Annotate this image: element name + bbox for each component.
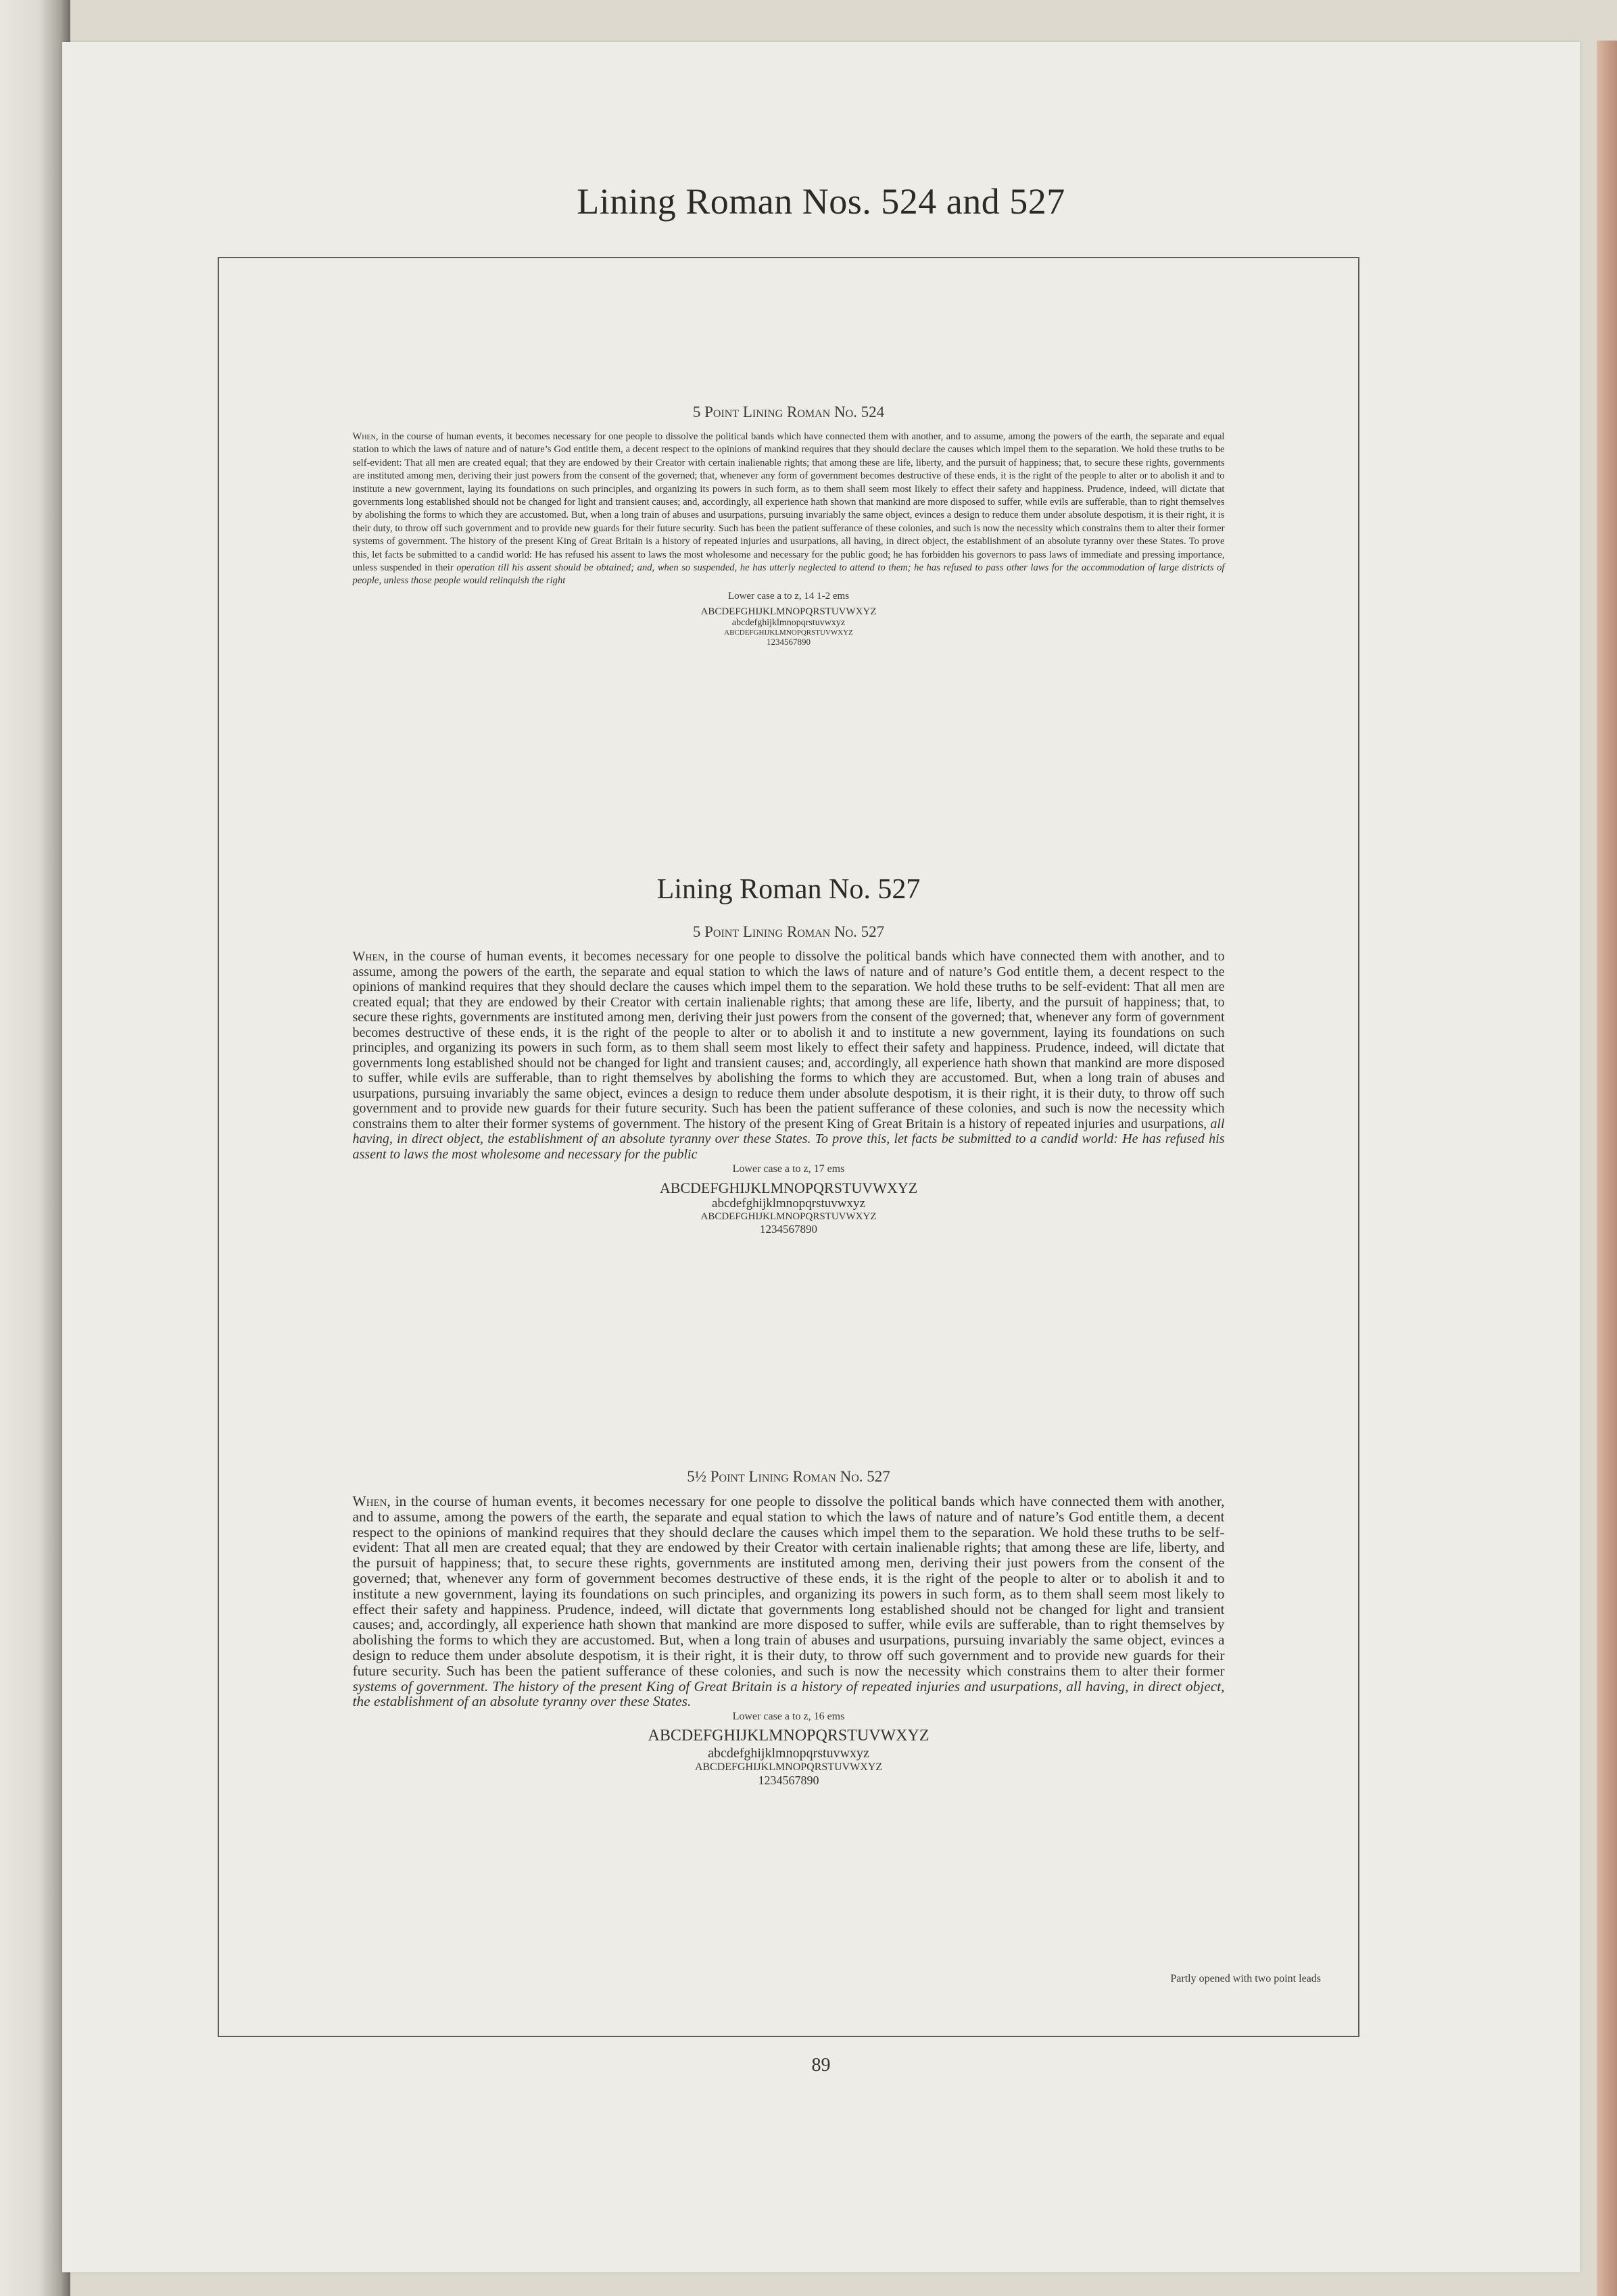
page-edge bbox=[1597, 41, 1617, 2296]
paragraph-lead: When, bbox=[352, 1493, 391, 1509]
alphabet-small-caps: ABCDEFGHIJKLMNOPQRSTUVWXYZ bbox=[700, 1211, 877, 1223]
alphabet-small-caps: ABCDEFGHIJKLMNOPQRSTUVWXYZ bbox=[694, 1761, 883, 1773]
paragraph-body: in the course of human events, it becomes necessary for one people to dissolve the political bands which have connected them with another, and to assume, among the powers of the earth, the separate and equal station to which the laws of nature and of nature’s God entitle them, a decent respect to the opinions of mankind requires that they should declare the causes which impel them to the separation. We hold these truths to be self-evident: That all men are created equal; that they are endowed by their Creator with certain inalienable rights; that among these are life, liberty, and the pursuit of happiness; that, to secure these rights, governments are instituted among men, deriving their just powers from the consent of the governed; that, whenever any form of government becomes destructive of these ends, it is the right of the people to alter or to abolish it and to institute a new government, laying its foundations on such principles, and organizing its powers in such form, as to them shall seem most likely to effect their safety and happiness. Prudence, indeed, will dictate that governments long established should not be changed for light and transient causes; and, accordingly, all experience hath shown that mankind are more disposed to suffer, while evils are sufferable, than to right themselves by abolishing the forms to which they are accustomed. But, when a long train of abuses and usurpations, pursuing invariably the same object, evinces a design to reduce them under absolute despotism, it is their right, it is their duty, to throw off such government and to provide new guards for their future security. Such has been the patient sufferance of these colonies, and such is now the necessity which constrains them to alter their former bbox=[352, 1493, 1225, 1679]
specimen-measure: Lower case a to z, 14 1-2 ems bbox=[727, 590, 850, 602]
figures: 1234567890 bbox=[760, 1223, 817, 1236]
alphabet-small-caps: ABCDEFGHIJKLMNOPQRSTUVWXYZ bbox=[724, 629, 853, 637]
alphabet-uppercase: ABCDEFGHIJKLMNOPQRSTUVWXYZ bbox=[700, 606, 877, 617]
alphabet-lowercase: abcdefghijklmnopqrstuvwxyz bbox=[712, 1196, 865, 1211]
figures: 1234567890 bbox=[758, 1774, 819, 1788]
specimen-measure: Lower case a to z, 17 ems bbox=[732, 1163, 845, 1175]
paragraph-italic: all having, in direct object, the establishment of an absolute tyranny over these States. To prove this, let facts be submitted to a candid world: He has refused his assent to laws the most wholesome and necessary for the public bbox=[352, 1116, 1225, 1162]
specimen-5-5pt-527 bbox=[219, 1468, 1358, 1788]
figures: 1234567890 bbox=[767, 636, 811, 647]
footnote: Partly opened with two point leads bbox=[1170, 1973, 1321, 1984]
specimen-heading: 5 Point Lining Roman No. 524 bbox=[692, 404, 885, 420]
specimen-5pt-524 bbox=[219, 404, 1358, 648]
paragraph-body: in the course of human events, it becomes necessary for one people to dissolve the political bands which have connected them with another, and to assume, among the powers of the earth, the separate and equal station to which the laws of nature and of nature’s God entitle them, a decent respect to the opinions of mankind requires that they should declare the causes which impel them to the separation. We hold these truths to be self-evident: That all men are created equal; that they are endowed by their Creator with certain inalienable rights; that among these are life, liberty, and the pursuit of happiness; that, to secure these rights, governments are instituted among men, deriving their just powers from the consent of the governed; that, whenever any form of government becomes destructive of these ends, it is the right of the people to alter or to abolish it and to institute a new government, laying its foundations on such principles, and organizing its powers in such form, as to them shall seem most likely to effect their safety and happiness. Prudence, indeed, will dictate that governments long established should not be changed for light and transient causes; and, accordingly, all experience hath shown that mankind are more disposed to suffer, while evils are sufferable, than to right themselves by abolishing the forms to which they are accustomed. But, when a long train of abuses and usurpations, pursuing invariably the same object, evinces a design to reduce them under absolute despotism, it is their right, it is their duty, to throw off such government and to provide new guards for their future security. Such has been the patient sufferance of these colonies, and such is now the necessity which constrains them to alter their former systems of government. The history of the present King of Great Britain is a history of repeated injuries and usurpations, all having, in direct object, the establishment of an absolute tyranny over these States. To prove this, let facts be submitted to a candid world: He has refused his assent to laws the most wholesome and necessary for the public good; he has forbidden his governors to pass laws of immediate and pressing importance, unless suspended in their bbox=[352, 431, 1225, 574]
specimen-5pt-527 bbox=[219, 873, 1358, 1236]
paragraph-body: in the course of human events, it becomes necessary for one people to dissolve the political bands which have connected them with another, and to assume, among the powers of the earth, the separate and equal station to which the laws of nature and of nature’s God entitle them, a decent respect to the opinions of mankind requires that they should declare the causes which impel them to the separation. We hold these truths to be self-evident: That all men are created equal; that they are endowed by their Creator with certain inalienable rights; that among these are life, liberty, and the pursuit of happiness; that, to secure these rights, governments are instituted among men, deriving their just powers from the consent of the governed; that, whenever any form of government becomes destructive of these ends, it is the right of the people to alter or to abolish it and to institute a new government, laying its foundations on such principles, and organizing its powers in such form, as to them shall seem most likely to effect their safety and happiness. Prudence, indeed, will dictate that governments long established should not be changed for light and transient causes; and, accordingly, all experience hath shown that mankind are more disposed to suffer, while evils are sufferable, than to right themselves by abolishing the forms to which they are accustomed. But, when a long train of abuses and usurpations, pursuing invariably the same object, evinces a design to reduce them under absolute despotism, it is their right, it is their duty, to throw off such government and to provide new guards for their future security. Such has been the patient sufferance of these colonies, and such is now the necessity which constrains them to alter their former systems of government. The history of the present King of Great Britain is a history of repeated injuries and usurpations, bbox=[352, 949, 1225, 1131]
specimen-measure: Lower case a to z, 16 ems bbox=[732, 1711, 845, 1723]
paragraph-lead: When, bbox=[352, 949, 389, 964]
specimen-heading: 5 Point Lining Roman No. 527 bbox=[692, 923, 885, 940]
specimen-paragraph bbox=[353, 949, 1225, 1162]
alphabet-uppercase: ABCDEFGHIJKLMNOPQRSTUVWXYZ bbox=[648, 1727, 930, 1745]
page-title: Lining Roman Nos. 524 and 527 bbox=[577, 181, 1065, 222]
book-page bbox=[62, 42, 1580, 2272]
alphabet-lowercase: abcdefghijklmnopqrstuvwxyz bbox=[731, 618, 846, 629]
specimen-heading: 5½ Point Lining Roman No. 527 bbox=[687, 1468, 890, 1485]
paragraph-italic: systems of government. The history of the present King of Great Britain is a history of repeated injuries and usurpations, all having, in direct object, the establishment of an absolute tyranny over these States. bbox=[352, 1678, 1225, 1710]
alphabet-lowercase: abcdefghijklmnopqrstuvwxyz bbox=[708, 1745, 869, 1761]
paragraph-italic: operation till his assent should be obtained; and, when so suspended, he has utterly neglected to attend to them; he has refused to pass other laws for the accommodation of large districts of people, unless those people would relinquish the right bbox=[352, 562, 1225, 587]
section-title: Lining Roman No. 527 bbox=[656, 874, 921, 905]
book-spine-shadow bbox=[0, 0, 70, 2296]
specimen-frame bbox=[218, 257, 1359, 2037]
specimen-paragraph bbox=[353, 431, 1225, 588]
page-number: 89 bbox=[811, 2055, 831, 2076]
alphabet-uppercase: ABCDEFGHIJKLMNOPQRSTUVWXYZ bbox=[659, 1179, 918, 1196]
specimen-paragraph bbox=[353, 1494, 1225, 1709]
paragraph-lead: When, bbox=[352, 431, 379, 442]
